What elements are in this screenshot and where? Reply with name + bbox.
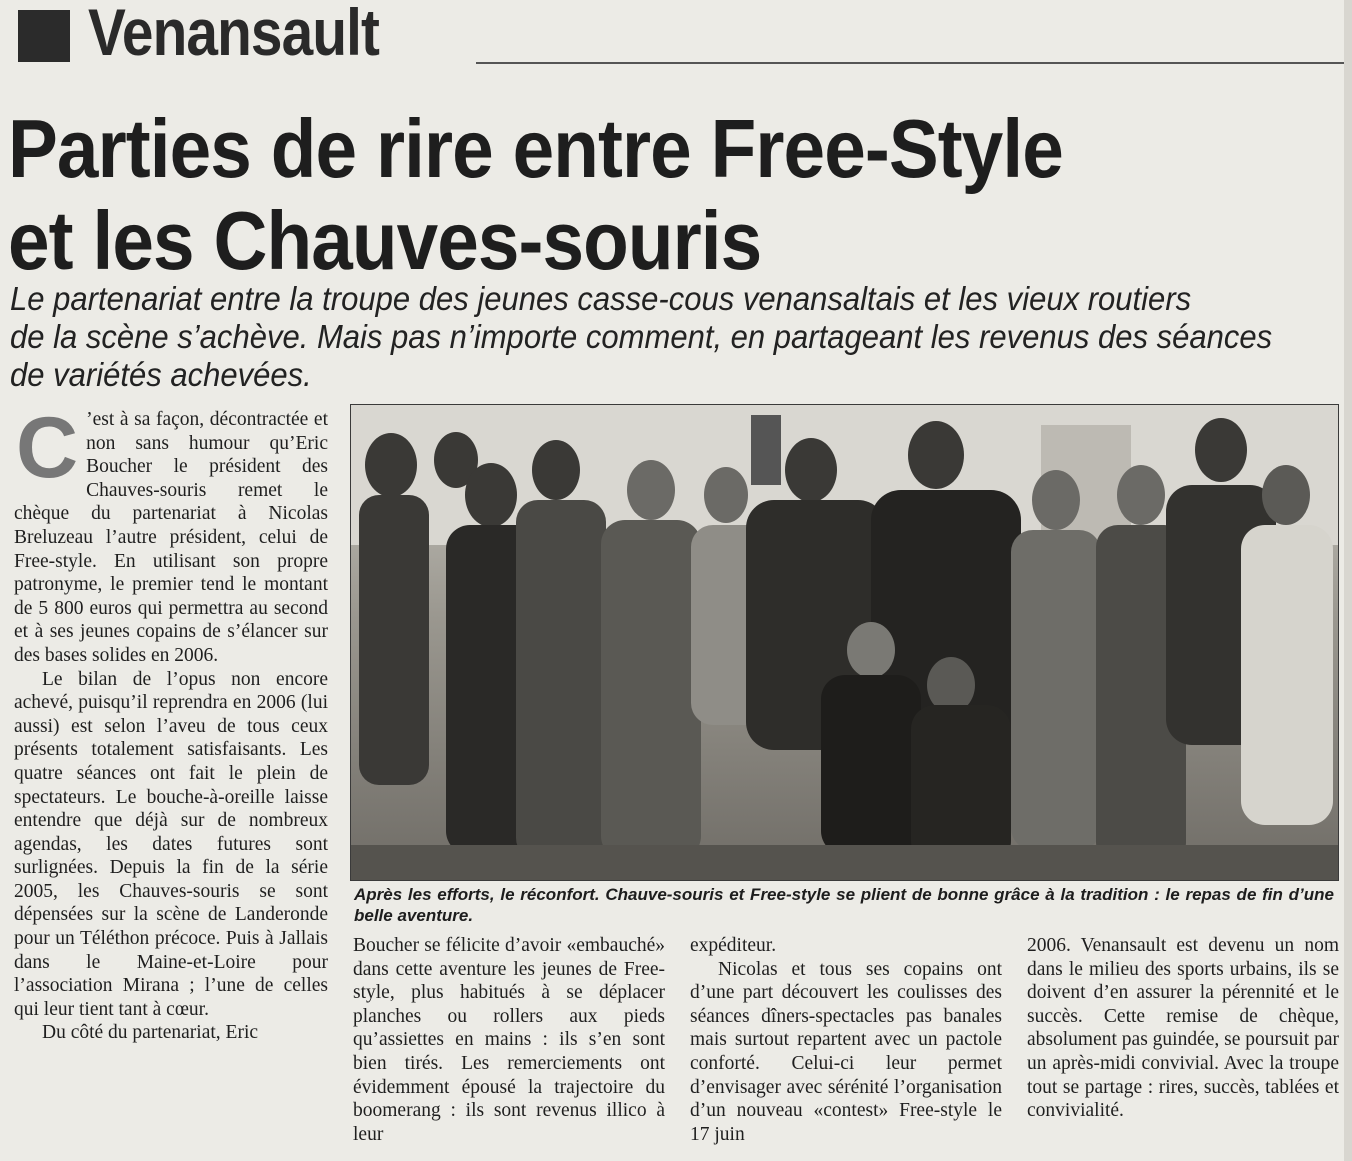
article-headline xyxy=(8,103,1308,287)
column-4-text: 2006. Venansault est devenu un nom dans le milieu des sports urbains, ils se doivent d’en assurer la pérennité et le succès. Cette remise de chèque, absolument pas guindée, se poursuit par un après-midi convivial. Avec la troupe tout se partage : rires, succès, tablées et convivialité. xyxy=(1027,935,1339,1122)
paragraph-1 xyxy=(14,400,328,668)
section-rubric xyxy=(10,0,1340,74)
standfirst-line-1: Le partenariat entre la troupe des jeunes casse-cous venansaltais et les vieux routiers xyxy=(10,280,1192,317)
standfirst-line-3: de variétés achevées. xyxy=(10,356,312,393)
photo-caption: Après les efforts, le réconfort. Chauve-souris et Free-style se plient de bonne grâce à la tradition : le repas de fin d’une belle aventure. xyxy=(354,885,1334,925)
paragraph-2: Le bilan de l’opus non encore achevé, puisqu’il reprendra en 2006 (lui aussi) est selon l’aveu de tous ceux présents totalement satisfaisants. Les quatre séances ont fait le plein de spectateurs. Le bouche-à-oreille laisse entendre que déjà sur de nombreux agendas, les dates futures sont surlignées. Depuis la fin de la série 2005, les Chauves-souris se sont dépensées sur la scène de Landeronde pour un Téléthon précoce. Puis à Jallais dans le Maine-et-Loire pour l’association Mirana ; l’une de celles qui leur tient tant à cœur. xyxy=(14,668,328,1020)
article-standfirst xyxy=(10,280,1330,394)
article-column-4 xyxy=(1027,934,1339,1123)
column-3-text-a: expéditeur. xyxy=(690,935,777,956)
paragraph-1-text: ’est à sa façon, décontractée et non sans humour qu’Eric Boucher le président des Chauves-souris remet le chèque du partenariat à Nicolas Breluzeau l’autre président, celui de Free-style. En utilisant son propre patronyme, le premier tend le montant de 5 800 euros qui permettra au second et à ses jeunes copains de s’élancer sur des bases solides en 2006. xyxy=(14,409,328,666)
article-column-2 xyxy=(353,934,665,1146)
group-photo xyxy=(350,404,1339,881)
standfirst-line-2: de la scène s’achève. Mais pas n’importe comment, en partageant les revenus des séances xyxy=(10,318,1273,355)
article-column-3 xyxy=(690,934,1002,1146)
adjacent-page-edge xyxy=(1344,0,1352,1161)
article-column-1 xyxy=(14,400,328,1045)
rubric-square-icon xyxy=(18,10,70,62)
paragraph-3: Du côté du partenariat, Eric xyxy=(42,1022,259,1044)
headline-line-1: Parties de rire entre Free-Style xyxy=(8,102,1063,195)
group-photo-illustration xyxy=(351,405,1338,880)
column-2-text: Boucher se félicite d’avoir «embauché» dans cette aventure les jeunes de Free-style, plus habitués à se déplacer planches ou rollers aux pieds qu’assiettes en mains : ils s’en sont bien tirés. Les remerciements ont évidemment épousé la trajectoire du boomerang : ils sont revenus illico à leur xyxy=(353,935,665,1145)
headline-line-2: et les Chauves-souris xyxy=(8,194,762,287)
rubric-town-name: Venansault xyxy=(88,0,380,69)
rubric-rule xyxy=(476,62,1352,64)
drop-cap: C xyxy=(16,400,79,496)
column-3-text-b: Nicolas et tous ses copains ont d’une part découvert les coulisses des séances dîners-spectacles pas banales mais surtout repartent avec un pactole conforté. Celui-ci leur permet d’envisager avec sérénité l’organisation d’un nouveau «contest» Free-style le 17 juin xyxy=(690,958,1002,1145)
